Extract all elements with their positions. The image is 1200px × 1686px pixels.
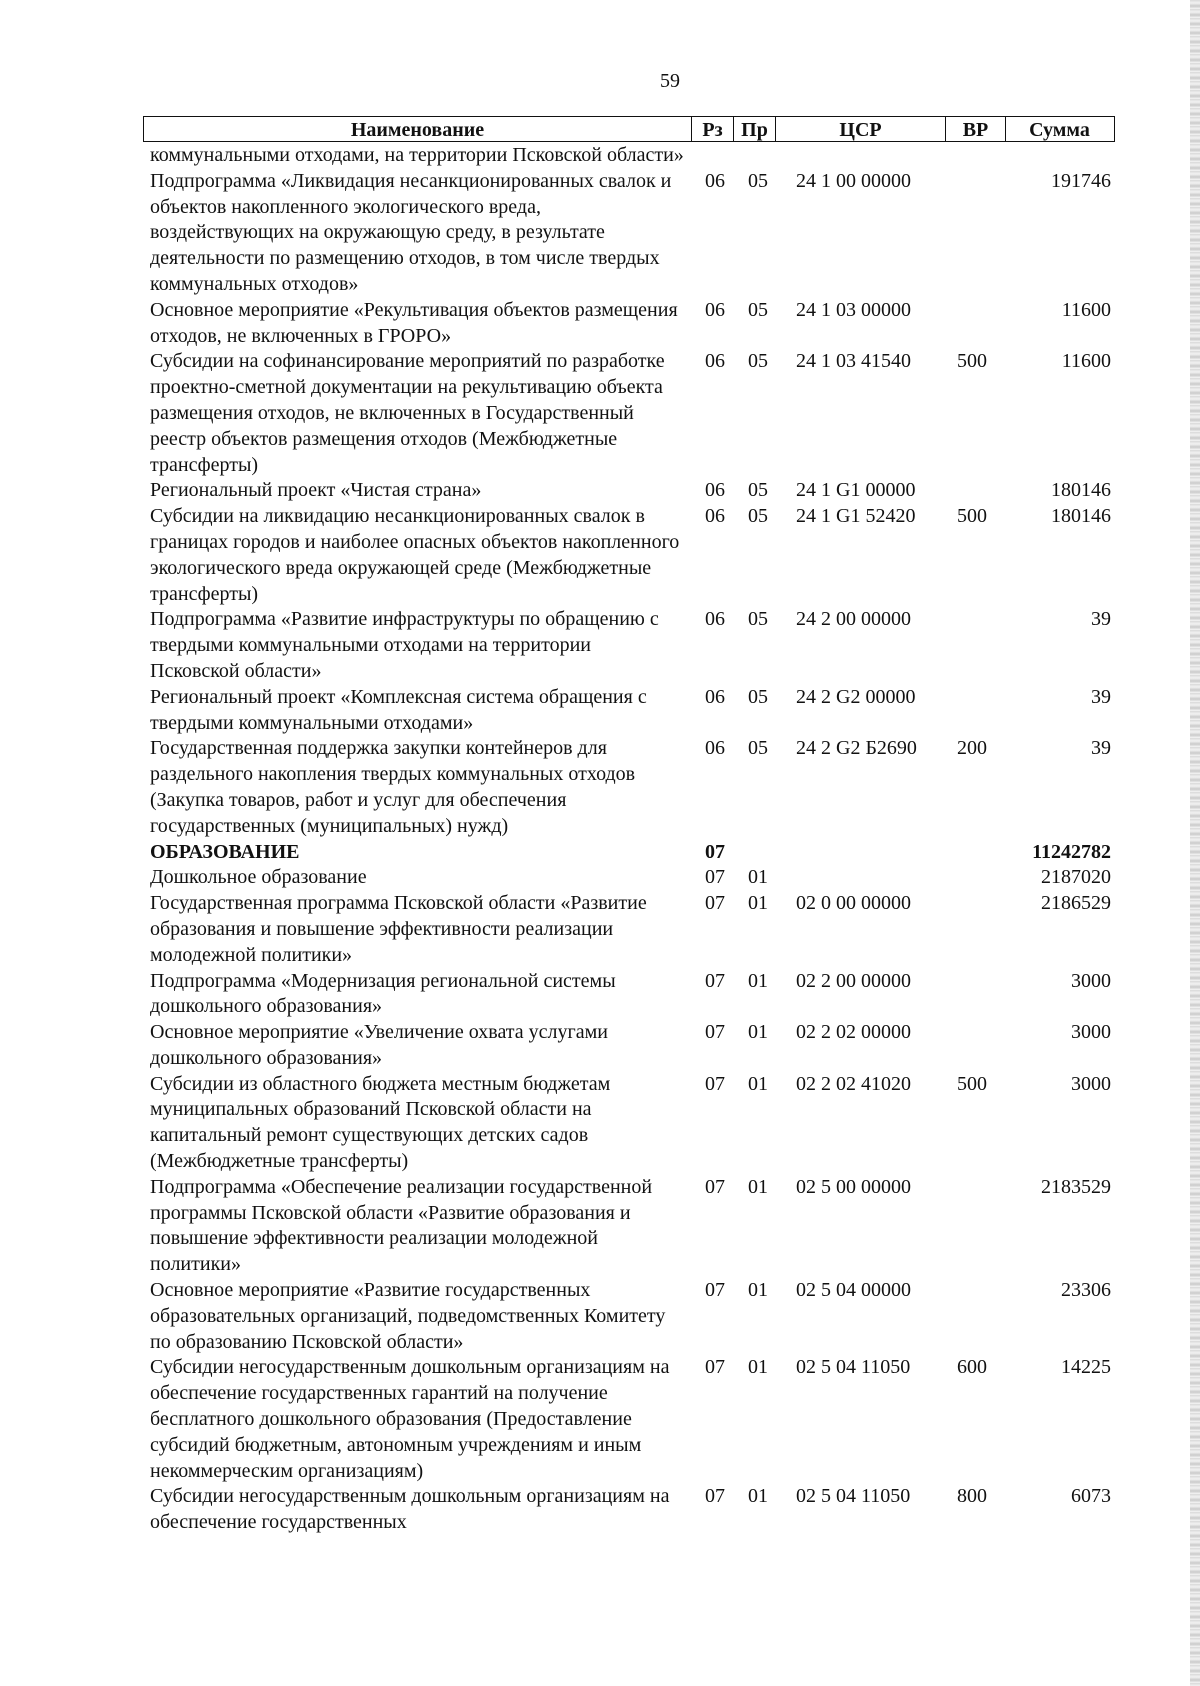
cell-csr: 24 1 03 41540 [796,350,911,373]
cell-rz: 06 [705,608,725,631]
table-row [0,169,1200,298]
table-row [0,1020,1200,1072]
header-csr: ЦСР [775,117,945,141]
cell-rz: 07 [705,1279,725,1302]
cell-pr: 05 [748,479,768,502]
cell-vr: 600 [957,1356,987,1379]
cell-sum: 39 [1091,685,1111,708]
cell-rz: 07 [705,969,725,992]
table-row [0,840,1200,866]
cell-rz: 06 [705,479,725,502]
cell-csr: 02 2 00 00000 [796,969,911,992]
cell-vr: 200 [957,737,987,760]
cell-vr: 800 [957,1485,987,1508]
cell-sum: 11242782 [1032,840,1111,863]
cell-name: коммунальными отходами, на территории Псковской области» [150,144,684,166]
table-row [0,1355,1200,1484]
cell-csr: 02 2 02 41020 [796,1072,911,1095]
cell-name: Субсидии из областного бюджета местным бюджетам муниципальных образований Псковской области на капитальный ремонт существующих детских садов (Межбюджетные трансферты) [150,1072,611,1173]
cell-csr: 02 5 00 00000 [796,1175,911,1198]
cell-sum: 6073 [1071,1485,1111,1508]
cell-csr: 24 1 G1 52420 [796,505,916,528]
cell-sum: 3000 [1071,1021,1111,1044]
cell-name: Подпрограмма «Развитие инфраструктуры по обращению с твердыми коммунальными отходами на территории Псковской области» [150,608,659,682]
cell-csr: 02 5 04 00000 [796,1279,911,1302]
cell-sum: 3000 [1071,969,1111,992]
cell-rz: 06 [705,298,725,321]
header-pr: Пр [733,117,775,141]
cell-name: Основное мероприятие «Рекультивация объектов размещения отходов, не включенных в ГРОРО» [150,298,678,347]
table-row [0,891,1200,968]
cell-rz: 07 [705,1485,725,1508]
cell-vr: 500 [957,505,987,528]
cell-vr: 500 [957,350,987,373]
cell-pr: 05 [748,505,768,528]
cell-name: Основное мероприятие «Развитие государственных образовательных организаций, подведомственных Комитету по образованию Псковской области» [150,1279,666,1353]
cell-pr: 05 [748,298,768,321]
page-number: 59 [660,70,680,92]
cell-csr: 24 1 00 00000 [796,169,911,192]
table-row [0,1484,1200,1536]
cell-pr: 05 [748,169,768,192]
cell-sum: 191746 [1051,169,1111,192]
cell-csr: 24 1 03 00000 [796,298,911,321]
table-row [0,685,1200,737]
cell-pr: 01 [748,866,768,889]
cell-name: Субсидии негосударственным дошкольным организациям на обеспечение государственных [150,1485,670,1534]
cell-name: Региональный проект «Комплексная система обращения с твердыми коммунальными отходами» [150,685,647,734]
cell-pr: 05 [748,350,768,373]
cell-sum: 23306 [1061,1279,1111,1302]
header-name: Наименование [350,119,485,141]
cell-sum: 11600 [1061,298,1111,321]
table-row [0,143,1200,169]
cell-csr: 24 2 G2 00000 [796,685,916,708]
table-row [0,1278,1200,1355]
cell-sum: 39 [1091,737,1111,760]
cell-csr: 24 1 G1 00000 [796,479,916,502]
cell-sum: 180146 [1051,505,1111,528]
cell-pr: 01 [748,1072,768,1095]
cell-name: Подпрограмма «Модернизация региональной системы дошкольного образования» [150,969,616,1018]
table-row [0,1072,1200,1175]
table-row [0,969,1200,1021]
cell-csr: 24 2 G2 Б2690 [796,737,917,760]
table-row [0,736,1200,839]
cell-rz: 07 [705,1175,725,1198]
cell-name: Дошкольное образование [150,866,367,889]
cell-name: ОБРАЗОВАНИЕ [150,840,300,863]
table-row [0,865,1200,891]
cell-rz: 06 [705,350,725,373]
cell-pr: 01 [748,892,768,915]
table-header [143,116,1115,142]
table-row [0,607,1200,684]
cell-pr: 05 [748,608,768,631]
cell-csr: 02 5 04 11050 [796,1356,911,1379]
cell-vr: 500 [957,1072,987,1095]
cell-name: Субсидии негосударственным дошкольным организациям на обеспечение государственных гарантий на получение бесплатного дошкольного образования (Предоставление субсидий бюджетным, автономным учреждениям и иным некоммерческим организациям) [150,1356,670,1482]
table-row [0,478,1200,504]
cell-rz: 07 [705,840,725,863]
cell-pr: 05 [748,685,768,708]
cell-name: Государственная программа Псковской области «Развитие образования и повышение эффективности реализации молодежной политики» [150,892,647,966]
header-rz: Рз [691,117,733,141]
cell-csr: 24 2 00 00000 [796,608,911,631]
cell-rz: 07 [705,1072,725,1095]
cell-sum: 14225 [1061,1356,1111,1379]
cell-sum: 2186529 [1041,892,1111,915]
cell-csr: 02 0 00 00000 [796,892,911,915]
cell-pr: 01 [748,1485,768,1508]
cell-sum: 11600 [1061,350,1111,373]
cell-pr: 01 [748,1279,768,1302]
table-row [0,1175,1200,1278]
table-body [0,143,1200,1536]
header-vr: ВР [945,117,1005,141]
cell-rz: 07 [705,892,725,915]
header-sum: Сумма [1005,117,1113,141]
cell-sum: 39 [1091,608,1111,631]
cell-name: Государственная поддержка закупки контейнеров для раздельного накопления твердых коммунальных отходов (Закупка товаров, работ и услуг для обеспечения государственных (муниципальных) нужд) [150,737,636,837]
cell-csr: 02 2 02 00000 [796,1021,911,1044]
cell-name: Подпрограмма «Обеспечение реализации государственной программы Псковской области «Развитие образования и повышение эффективности реализации молодежной политики» [150,1175,653,1276]
table-row [0,298,1200,350]
cell-rz: 06 [705,737,725,760]
cell-rz: 06 [705,685,725,708]
cell-sum: 2183529 [1041,1175,1111,1198]
cell-pr: 01 [748,1356,768,1379]
cell-pr: 01 [748,1175,768,1198]
table-row [0,349,1200,478]
cell-name: Подпрограмма «Ликвидация несанкционированных свалок и объектов накопленного экологического вреда, воздействующих на окружающую среду, в результате деятельности по размещению отходов, в том числе твердых коммунальных отходов» [150,169,672,295]
cell-csr: 02 5 04 11050 [796,1485,911,1508]
cell-rz: 06 [705,505,725,528]
cell-rz: 07 [705,866,725,889]
cell-sum: 3000 [1071,1072,1111,1095]
table-row [0,504,1200,607]
cell-sum: 180146 [1051,479,1111,502]
cell-name: Субсидии на ликвидацию несанкционированных свалок в границах городов и наиболее опасных объектов накопленного экологического вреда окружающей среде (Межбюджетные трансферты) [150,505,680,605]
cell-name: Субсидии на софинансирование мероприятий по разработке проектно-сметной документации на рекультивацию объекта размещения отходов, не включенных в Государственный реестр объектов размещения отходов (Межбюджетные трансферты) [150,350,665,476]
cell-rz: 07 [705,1021,725,1044]
cell-pr: 05 [748,737,768,760]
cell-name: Основное мероприятие «Увеличение охвата услугами дошкольного образования» [150,1021,608,1069]
cell-rz: 06 [705,169,725,192]
cell-pr: 01 [748,969,768,992]
cell-rz: 07 [705,1356,725,1379]
cell-pr: 01 [748,1021,768,1044]
cell-name: Региональный проект «Чистая страна» [150,479,482,502]
cell-sum: 2187020 [1041,866,1111,889]
